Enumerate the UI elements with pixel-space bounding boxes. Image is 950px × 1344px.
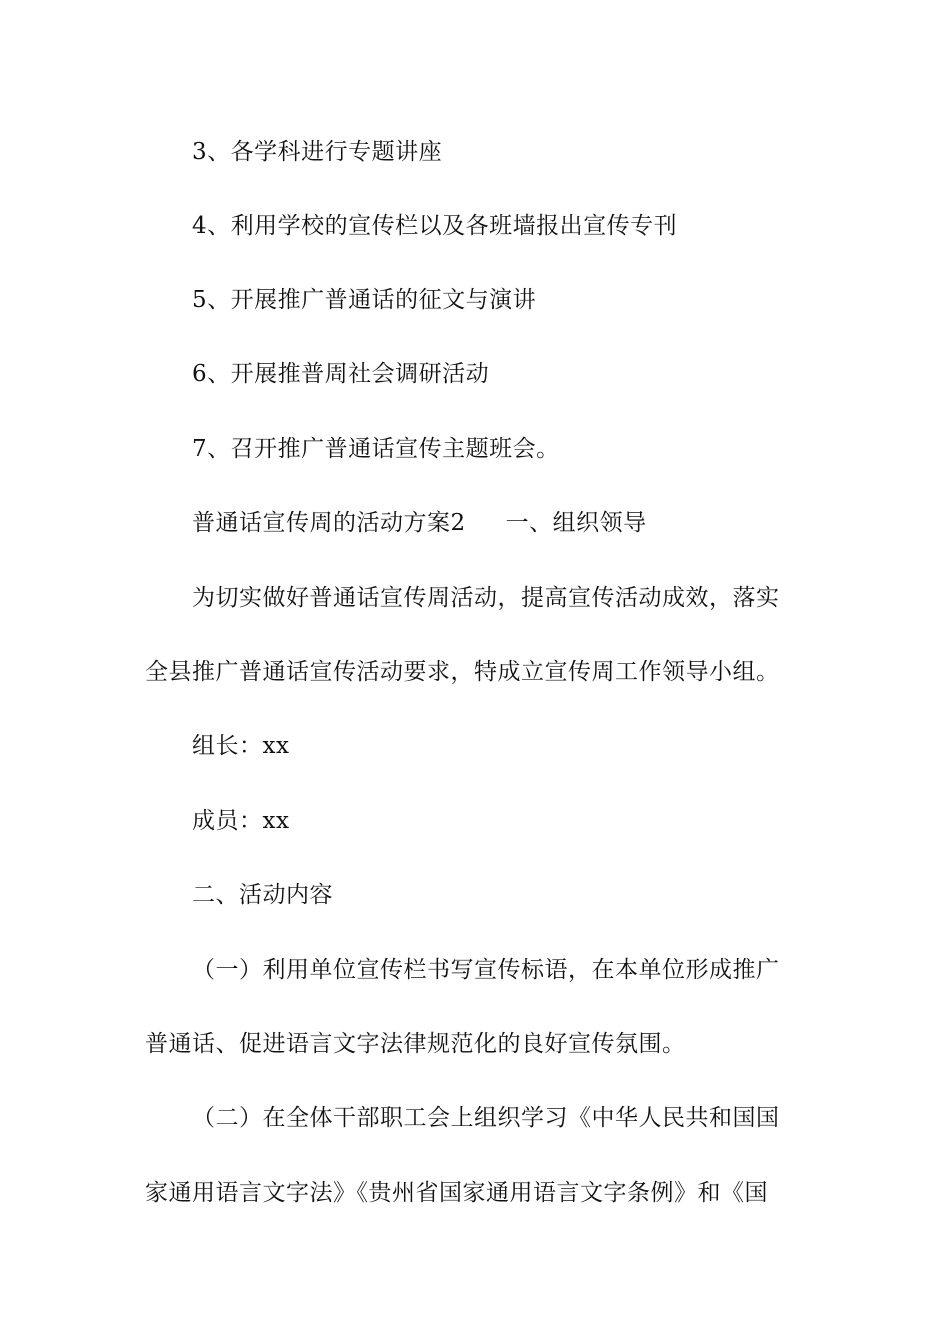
section-heading-activities: 二、活动内容 [192,882,333,908]
section-heading-line [192,508,862,538]
paragraph-line: （二）在全体干部职工会上组织学习《中华人民共和国国 [192,1105,780,1131]
paragraph-line: 为切实做好普通话宣传周活动，提高宣传活动成效，落实 [192,585,780,611]
list-item-4: 4、利用学校的宣传栏以及各班墙报出宣传专刊 [192,213,678,239]
paragraph-line: 普通话、促进语言文字法律规范化的良好宣传氛围。 [145,1031,686,1057]
list-item-5: 5、开展推广普通话的征文与演讲 [192,287,537,313]
group-members: 成员：xx [192,808,290,834]
section-heading-organization: 一、组织领导 [505,510,647,536]
list-item-7: 7、召开推广普通话宣传主题班会。 [192,436,560,462]
paragraph-line: 全县推广普通话宣传活动要求，特成立宣传周工作领导小组。 [145,659,780,685]
paragraph-line: 家通用语言文字法》《贵州省国家通用语言文字条例》和《国 [145,1180,768,1206]
plan-title: 普通话宣传周的活动方案2 [192,510,466,536]
list-item-3: 3、各学科进行专题讲座 [192,139,443,165]
list-item-6: 6、开展推普周社会调研活动 [192,361,490,387]
group-leader: 组长：xx [192,733,290,759]
paragraph-line: （一）利用单位宣传栏书写宣传标语，在本单位形成推广 [192,957,780,983]
